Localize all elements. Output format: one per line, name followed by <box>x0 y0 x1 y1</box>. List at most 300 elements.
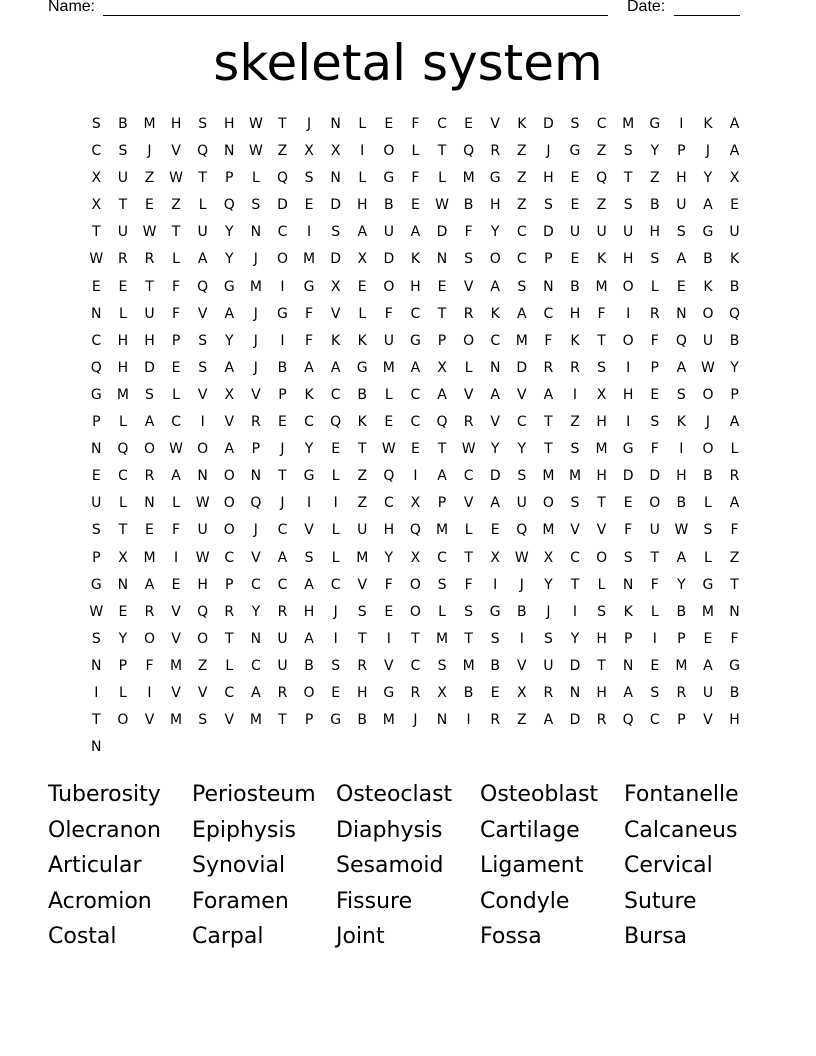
grid-letter: H <box>622 251 634 268</box>
grid-letter: L <box>650 278 659 295</box>
grid-letter: C <box>171 414 181 431</box>
grid-letter: F <box>172 305 181 322</box>
grid-letter: T <box>544 441 553 458</box>
grid-letter: D <box>543 224 554 241</box>
grid-letter: P <box>225 170 234 187</box>
grid-letter: T <box>464 630 473 647</box>
grid-letter: S <box>331 224 341 241</box>
grid-letter: H <box>596 414 607 431</box>
grid-letter: D <box>383 251 395 268</box>
grid-letter: W <box>248 143 263 160</box>
grid-letter: H <box>117 332 129 349</box>
grid-letter: J <box>253 522 258 539</box>
grid-letter: L <box>172 251 180 268</box>
grid-letter: B <box>703 251 713 268</box>
grid-letter: X <box>118 549 128 566</box>
grid-letter: C <box>410 414 421 431</box>
grid-letter: N <box>729 603 740 620</box>
grid-letter: I <box>572 603 578 620</box>
grid-letter: B <box>516 603 527 620</box>
grid-letter: L <box>730 441 739 458</box>
grid-letter: O <box>596 549 608 566</box>
grid-letter: I <box>306 224 312 241</box>
grid-letter: I <box>306 495 312 512</box>
grid-letter: E <box>437 278 447 295</box>
grid-letter: L <box>172 386 180 403</box>
grid-letter: F <box>464 224 473 241</box>
grid-letter: A <box>304 630 314 647</box>
grid-letter: O <box>303 684 315 701</box>
grid-letter: D <box>569 657 581 674</box>
grid-letter: C <box>250 657 261 674</box>
grid-letter: K <box>729 251 740 268</box>
grid-letter: S <box>570 495 580 512</box>
grid-letter: N <box>250 468 262 485</box>
grid-letter: F <box>411 116 420 132</box>
grid-letter: H <box>356 684 368 701</box>
grid-letter: E <box>570 251 580 268</box>
grid-letter: Q <box>383 468 395 485</box>
grid-letter: E <box>464 116 474 132</box>
grid-letter: U <box>702 684 714 701</box>
grid-letter: S <box>650 414 660 431</box>
grid-letter: F <box>384 305 393 322</box>
grid-letter: T <box>357 630 367 647</box>
grid-letter: P <box>437 332 447 349</box>
grid-letter: P <box>677 712 686 729</box>
grid-letter: A <box>144 414 155 431</box>
grid-letter: L <box>464 522 473 539</box>
grid-letter: S <box>437 657 447 674</box>
grid-letter: R <box>729 468 740 485</box>
grid-letter: S <box>145 386 154 403</box>
word-bank-item: Costal <box>48 924 117 949</box>
grid-letter: U <box>383 224 394 241</box>
grid-letter: N <box>330 116 341 132</box>
grid-letter: W <box>461 441 476 458</box>
grid-letter: G <box>90 386 102 403</box>
grid-letter: L <box>464 359 473 376</box>
grid-letter: V <box>517 386 527 403</box>
grid-letter: V <box>197 386 208 403</box>
grid-letter: P <box>623 630 633 647</box>
grid-letter: Q <box>436 414 448 431</box>
grid-letter: C <box>91 332 102 349</box>
grid-letter: L <box>251 170 260 187</box>
word-bank-item: Tuberosity <box>48 782 161 807</box>
grid-letter: E <box>570 170 580 187</box>
grid-letter: W <box>195 549 210 566</box>
grid-letter: X <box>410 495 421 512</box>
date-blank-line <box>674 0 740 16</box>
grid-letter: F <box>597 305 606 322</box>
grid-letter: S <box>517 468 527 485</box>
grid-letter: J <box>253 251 258 268</box>
grid-letter: L <box>597 576 606 593</box>
grid-letter: Q <box>90 359 102 376</box>
grid-letter: H <box>224 116 235 132</box>
grid-letter: A <box>277 549 288 566</box>
grid-letter: U <box>277 657 288 674</box>
grid-letter: L <box>438 603 446 620</box>
grid-letter: C <box>437 549 447 566</box>
grid-letter: I <box>493 576 498 593</box>
grid-letter: E <box>118 603 128 620</box>
grid-letter: C <box>91 143 102 160</box>
grid-letter: W <box>435 197 449 214</box>
grid-letter: E <box>730 197 739 214</box>
grid-letter: S <box>676 386 686 403</box>
grid-letter: P <box>251 441 261 458</box>
grid-letter: I <box>626 414 631 431</box>
grid-letter: O <box>223 495 235 512</box>
grid-letter: K <box>596 251 607 268</box>
grid-letter: E <box>331 441 341 458</box>
grid-letter: S <box>437 576 447 593</box>
grid-letter: A <box>729 495 740 512</box>
grid-letter: M <box>303 251 316 268</box>
grid-letter: E <box>410 197 420 214</box>
grid-letter: C <box>277 522 288 539</box>
grid-letter: V <box>197 305 208 322</box>
grid-letter: E <box>145 522 154 539</box>
word-bank-item: Condyle <box>480 888 570 914</box>
grid-letter: P <box>278 386 287 403</box>
grid-letter: A <box>729 143 740 160</box>
grid-letter: D <box>277 197 288 214</box>
grid-letter: L <box>225 657 234 674</box>
grid-letter: F <box>172 278 181 295</box>
grid-letter: T <box>597 332 606 349</box>
grid-letter: U <box>197 224 208 241</box>
grid-letter: L <box>411 143 420 160</box>
grid-letter: V <box>596 522 607 539</box>
grid-letter: Q <box>675 332 687 349</box>
grid-letter: X <box>91 197 102 214</box>
grid-letter: L <box>172 495 180 512</box>
grid-letter: I <box>280 278 285 295</box>
grid-letter: V <box>251 386 261 403</box>
grid-letter: S <box>198 712 208 729</box>
grid-letter: G <box>223 278 235 295</box>
grid-letter: C <box>516 251 527 268</box>
grid-letter: I <box>626 305 631 322</box>
grid-letter: S <box>623 143 633 160</box>
grid-letter: R <box>277 684 288 701</box>
grid-letter: D <box>622 468 634 485</box>
grid-letter: K <box>304 386 314 403</box>
grid-letter: B <box>304 657 314 674</box>
grid-letter: I <box>174 549 179 566</box>
grid-letter: M <box>435 630 449 647</box>
grid-letter: Z <box>197 657 208 674</box>
grid-letter: M <box>568 468 582 485</box>
grid-letter: R <box>144 468 155 485</box>
grid-letter: K <box>410 251 421 268</box>
grid-letter: L <box>331 468 340 485</box>
grid-letter: A <box>251 684 261 701</box>
grid-letter: Y <box>703 170 713 187</box>
grid-letter: Q <box>409 522 421 539</box>
grid-letter: V <box>171 143 181 160</box>
grid-letter: Z <box>517 197 527 214</box>
grid-letter: B <box>357 386 368 403</box>
grid-letter: C <box>330 386 341 403</box>
grid-letter: O <box>702 386 714 403</box>
grid-letter: Q <box>197 278 209 295</box>
grid-letter: A <box>623 684 633 701</box>
grid-letter: Z <box>517 712 527 729</box>
grid-letter: I <box>679 116 684 132</box>
grid-letter: L <box>384 386 393 403</box>
word-bank-item: Cervical <box>624 853 713 878</box>
grid-letter: G <box>383 170 395 187</box>
grid-letter: X <box>410 549 421 566</box>
grid-letter: W <box>169 441 183 458</box>
grid-letter: V <box>224 414 235 431</box>
grid-letter: E <box>171 359 181 376</box>
grid-letter: H <box>170 116 182 132</box>
grid-letter: N <box>224 143 235 160</box>
grid-letter: F <box>305 332 314 349</box>
grid-letter: O <box>702 305 714 322</box>
grid-letter: J <box>333 603 338 620</box>
grid-letter: T <box>357 441 367 458</box>
grid-letter: A <box>224 359 235 376</box>
grid-letter: J <box>280 495 285 512</box>
grid-letter: V <box>330 305 341 322</box>
grid-letter: J <box>253 305 258 322</box>
grid-letter: R <box>649 305 660 322</box>
grid-letter: Z <box>596 143 607 160</box>
grid-letter: A <box>543 712 554 729</box>
grid-letter: R <box>144 251 155 268</box>
grid-letter: F <box>145 657 154 674</box>
grid-letter: H <box>197 576 208 593</box>
header <box>48 0 748 20</box>
grid-letter: J <box>147 143 152 160</box>
grid-letter: C <box>224 549 235 566</box>
grid-letter: Q <box>223 197 235 214</box>
grid-letter: V <box>171 630 181 647</box>
grid-letter: N <box>144 495 155 512</box>
word-bank-item: Joint <box>336 924 385 949</box>
grid-letter: O <box>622 278 634 295</box>
grid-letter: N <box>91 305 102 322</box>
grid-letter: B <box>384 197 394 214</box>
grid-letter: T <box>92 224 101 241</box>
grid-letter: T <box>171 224 181 241</box>
grid-letter: M <box>435 522 449 539</box>
grid-letter: B <box>490 657 500 674</box>
grid-letter: Y <box>677 576 686 593</box>
grid-letter: M <box>542 522 555 539</box>
grid-letter: H <box>410 278 421 295</box>
grid-letter: I <box>413 468 418 485</box>
grid-letter: U <box>277 630 288 647</box>
grid-letter: L <box>118 495 127 512</box>
grid-letter: N <box>250 224 262 241</box>
grid-letter: E <box>331 684 341 701</box>
grid-letter: S <box>650 684 660 701</box>
grid-letter: H <box>303 603 315 620</box>
grid-letter: D <box>649 468 661 485</box>
grid-letter: Z <box>596 197 607 214</box>
grid-letter: E <box>171 576 181 593</box>
grid-letter: O <box>276 251 288 268</box>
grid-letter: Q <box>729 305 741 322</box>
grid-letter: P <box>650 359 659 376</box>
grid-letter: S <box>251 197 261 214</box>
grid-letter: Y <box>224 251 234 268</box>
grid-letter: J <box>519 576 524 593</box>
grid-letter: A <box>676 359 687 376</box>
grid-letter: S <box>357 603 367 620</box>
grid-letter: E <box>357 278 367 295</box>
grid-letter: I <box>519 630 524 647</box>
grid-letter: L <box>331 549 340 566</box>
grid-letter: O <box>409 603 421 620</box>
word-bank-item: Osteoclast <box>336 782 453 807</box>
grid-letter: R <box>463 414 474 431</box>
grid-letter: M <box>462 170 475 187</box>
grid-letter: M <box>382 359 395 376</box>
grid-letter: Y <box>490 441 500 458</box>
grid-letter: E <box>490 684 500 701</box>
grid-letter: A <box>490 278 500 295</box>
grid-letter: O <box>463 332 475 349</box>
grid-letter: Q <box>197 603 209 620</box>
grid-letter: C <box>596 116 607 132</box>
grid-letter: I <box>572 386 578 403</box>
grid-letter: U <box>702 332 714 349</box>
grid-letter: G <box>303 278 315 295</box>
grid-letter: Z <box>357 468 368 485</box>
grid-letter: A <box>171 468 181 485</box>
grid-letter: U <box>569 224 581 241</box>
grid-letter: A <box>703 197 713 214</box>
grid-letter: R <box>543 684 554 701</box>
grid-letter: T <box>544 414 553 431</box>
grid-letter: U <box>91 495 102 512</box>
grid-letter: C <box>543 305 554 322</box>
grid-letter: C <box>516 224 527 241</box>
grid-letter: I <box>466 712 471 729</box>
grid-letter: B <box>118 116 128 132</box>
grid-letter: L <box>331 522 340 539</box>
grid-letter: A <box>304 359 314 376</box>
date-label: Date: <box>627 0 666 15</box>
grid-letter: M <box>116 386 129 403</box>
word-bank-item: Olecranon <box>48 817 161 843</box>
grid-letter: C <box>224 684 235 701</box>
grid-letter: W <box>89 603 104 620</box>
grid-letter: R <box>357 657 368 674</box>
grid-letter: X <box>357 251 368 268</box>
grid-letter: H <box>676 468 687 485</box>
grid-letter: R <box>490 143 501 160</box>
grid-letter: S <box>464 603 474 620</box>
grid-letter: A <box>144 576 155 593</box>
grid-letter: G <box>330 712 342 729</box>
grid-letter: V <box>197 684 208 701</box>
grid-letter: O <box>383 278 395 295</box>
grid-letter: C <box>118 468 128 485</box>
grid-letter: E <box>676 278 686 295</box>
grid-letter: V <box>517 657 527 674</box>
grid-letter: H <box>729 712 740 729</box>
grid-letter: T <box>411 630 420 647</box>
grid-letter: G <box>277 305 288 322</box>
grid-letter: D <box>330 197 342 214</box>
grid-letter: N <box>436 251 448 268</box>
grid-letter: F <box>305 305 314 322</box>
grid-letter: D <box>330 251 342 268</box>
grid-letter: Q <box>330 414 342 431</box>
grid-letter: I <box>652 630 657 647</box>
grid-letter: F <box>464 576 473 593</box>
grid-letter: O <box>649 495 661 512</box>
puzzle-title: skeletal system <box>213 34 603 92</box>
grid-letter: N <box>197 468 208 485</box>
grid-letter: F <box>384 576 393 593</box>
grid-letter: Z <box>144 170 155 187</box>
grid-letter: C <box>277 224 288 241</box>
grid-letter: M <box>143 116 156 132</box>
grid-letter: J <box>705 414 711 431</box>
grid-letter: W <box>89 251 104 268</box>
grid-letter: N <box>117 576 129 593</box>
grid-letter: Z <box>517 170 527 187</box>
grid-letter: S <box>597 603 607 620</box>
grid-letter: P <box>730 386 739 403</box>
grid-letter: M <box>595 278 608 295</box>
grid-letter: V <box>171 603 181 620</box>
grid-letter: T <box>224 630 234 647</box>
grid-letter: E <box>570 197 580 214</box>
word-bank-item: Periosteum <box>192 782 316 807</box>
grid-letter: K <box>623 603 633 620</box>
grid-letter: N <box>250 630 262 647</box>
grid-letter: D <box>543 116 554 132</box>
grid-letter: B <box>649 197 660 214</box>
name-blank-line <box>103 0 608 16</box>
grid-letter: Q <box>197 143 209 160</box>
grid-letter: L <box>358 305 367 322</box>
grid-letter: W <box>195 495 210 512</box>
grid-letter: L <box>118 305 127 322</box>
grid-letter: H <box>596 684 607 701</box>
grid-letter: M <box>622 116 635 132</box>
grid-letter: D <box>516 359 528 376</box>
grid-letter: P <box>677 143 686 160</box>
grid-letter: Q <box>463 143 475 160</box>
grid-letter: R <box>596 712 607 729</box>
word-bank-item: Foramen <box>192 888 289 914</box>
grid-letter: O <box>409 576 421 593</box>
grid-letter: I <box>333 630 338 647</box>
grid-letter: T <box>437 143 447 160</box>
grid-letter: C <box>437 116 447 132</box>
grid-letter: U <box>117 170 129 187</box>
grid-letter: S <box>304 549 314 566</box>
grid-letter: S <box>623 197 633 214</box>
grid-letter: B <box>570 278 580 295</box>
grid-letter: A <box>543 386 554 403</box>
grid-letter: T <box>278 712 287 729</box>
grid-letter: T <box>198 170 207 187</box>
grid-letter: U <box>543 657 554 674</box>
